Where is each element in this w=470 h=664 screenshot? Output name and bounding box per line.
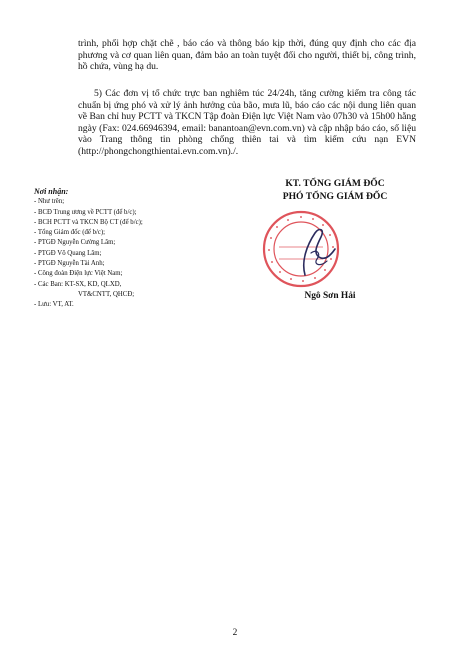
recipient-item: - PTGĐ Nguyễn Tài Anh;	[34, 260, 105, 268]
recipients-title: Nơi nhận:	[34, 187, 69, 196]
recipient-item: - Lưu: VT, AT.	[34, 301, 74, 309]
signature-title-1: KT. TỔNG GIÁM ĐỐC	[285, 178, 385, 189]
seal-stamp-icon	[261, 209, 341, 289]
signature-title-2: PHÓ TỔNG GIÁM ĐỐC	[282, 191, 388, 202]
signature-block	[250, 177, 420, 203]
recipient-item: - Tổng Giám đốc (để b/c);	[34, 229, 106, 237]
recipient-item: - BCH PCTT và TKCN Bộ CT (để b/c);	[34, 218, 143, 226]
recipients-list	[34, 187, 194, 311]
paragraph-text: trình, phối hợp chặt chẽ , báo cáo và thông báo kịp thời, đúng quy định cho các địa phương và cơ quan liên quan, đảm bảo an toàn tuyệt đối cho người, thiết bị, công trình, hồ chứa, vùng hạ du.	[78, 38, 416, 73]
body-paragraph-1	[78, 38, 416, 73]
page-number: 2	[232, 628, 238, 638]
recipient-item: VT&CNTT, QHCĐ;	[78, 290, 135, 298]
signer-name: Ngô Sơn Hải	[304, 291, 356, 301]
company-seal	[261, 209, 341, 289]
recipient-item: - Công đoàn Điện lực Việt Nam;	[34, 270, 123, 278]
recipient-item: - PTGĐ Nguyễn Cường Lâm;	[34, 239, 116, 247]
body-paragraph-2	[78, 88, 416, 158]
paragraph-text: 5) Các đơn vị tổ chức trực ban nghiêm túc 24/24h, tăng cường kiểm tra công tác chuẩn bị ứng phó và xử lý ảnh hưởng của bão, mưa lũ, báo cáo các nội dung liên quan về Ban chỉ huy PCTT và TKCN Tập đoàn Điện lực Việt Nam vào 07h30 và 15h00 hằng ngày (Fax: 024.66946394, email: banantoan@evn.com.vn) và cập nhập báo cáo, số liệu vào Trang thông tin phòng chống thiên tai và tìm kiếm cứu nạn EVN (http://phongchongthientai.evn.com.vn)./.	[78, 88, 416, 157]
recipient-item: - BCĐ Trung ương về PCTT (để b/c);	[34, 208, 137, 216]
recipient-item: - Như trên;	[34, 198, 65, 206]
recipient-item: - PTGĐ Võ Quang Lâm;	[34, 249, 102, 257]
recipient-item: - Các Ban: KT-SX, KD, QLXD,	[34, 280, 122, 288]
